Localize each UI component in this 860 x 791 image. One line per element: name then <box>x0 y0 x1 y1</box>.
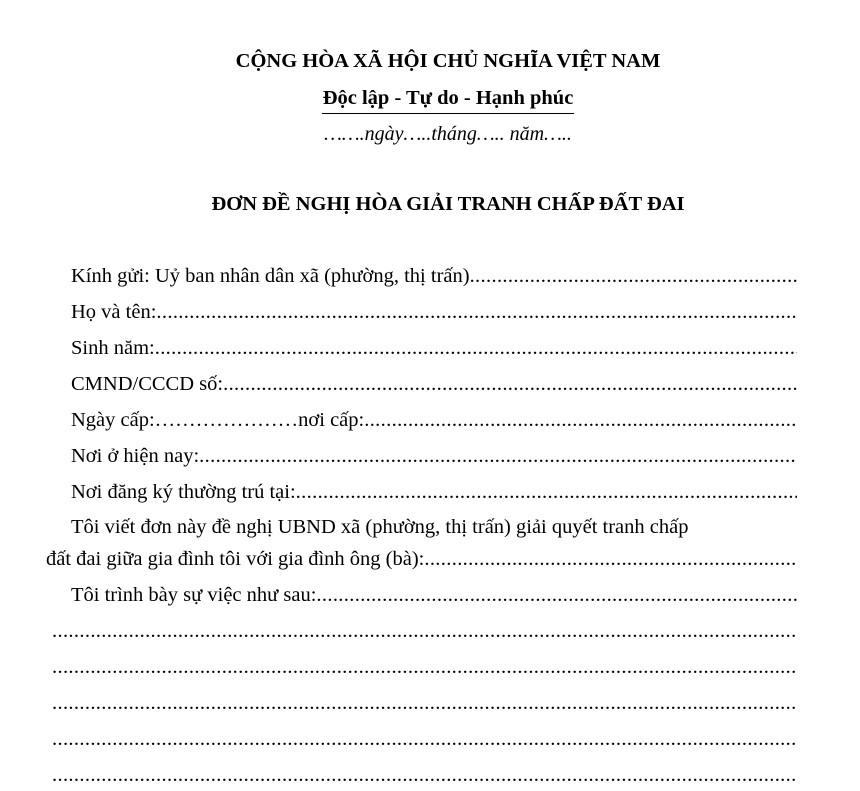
blank-line <box>52 692 797 715</box>
request-line-1 <box>71 516 797 539</box>
field-issue-date-place <box>71 409 797 432</box>
recipient-label: Kính gửi: Uỷ ban nhân dân xã (phường, thị trấn) <box>71 265 470 287</box>
recipient-input[interactable] <box>470 265 797 288</box>
blank-line-input[interactable] <box>52 692 797 715</box>
blank-line <box>52 728 797 751</box>
field-permanent-address <box>71 481 797 504</box>
birth-year-label: Sinh năm: <box>71 337 155 359</box>
blank-line <box>52 656 797 679</box>
field-current-address <box>71 445 797 468</box>
field-birth-year <box>71 337 797 360</box>
field-full-name <box>71 301 797 324</box>
opposing-party-input[interactable] <box>424 548 797 571</box>
statement-label: Tôi trình bày sự việc như sau: <box>71 584 317 606</box>
blank-line-input[interactable] <box>52 728 797 751</box>
motto <box>0 86 860 114</box>
full-name-input[interactable] <box>156 301 797 324</box>
issue-place-label: nơi cấp: <box>298 409 365 431</box>
request-text-1: Tôi viết đơn này đề nghị UBND xã (phường, thị trấn) giải quyết tranh chấp <box>71 516 689 538</box>
national-title: CỘNG HÒA XÃ HỘI CHỦ NGHĨA VIỆT NAM <box>235 50 661 72</box>
issue-date-input[interactable]: ………………… <box>154 409 299 431</box>
field-recipient <box>71 265 797 288</box>
blank-line-input[interactable] <box>52 764 797 787</box>
field-id-number <box>71 373 797 396</box>
current-address-label: Nơi ở hiện nay: <box>71 445 200 467</box>
id-number-input[interactable] <box>223 373 797 396</box>
id-number-label: CMND/CCCD số: <box>71 373 224 395</box>
issue-date-label: Ngày cấp: <box>71 409 155 431</box>
current-address-input[interactable] <box>199 445 797 468</box>
request-line-2 <box>46 548 797 571</box>
request-text-2: đất đai giữa gia đình tôi với gia đình ông (bà): <box>46 548 425 570</box>
document-title: ĐƠN ĐỀ NGHỊ HÒA GIẢI TRANH CHẤP ĐẤT ĐAI <box>211 193 685 215</box>
blank-line-input[interactable] <box>52 656 797 679</box>
blank-line-input[interactable] <box>52 620 797 643</box>
issue-place-input[interactable] <box>364 409 797 432</box>
date-line: …….ngày…..tháng….. năm….. <box>324 123 572 145</box>
blank-line <box>52 620 797 643</box>
permanent-address-label: Nơi đăng ký thường trú tại: <box>71 481 296 503</box>
full-name-label: Họ và tên: <box>71 301 157 323</box>
birth-year-input[interactable] <box>155 337 797 360</box>
motto-text: Độc lập - Tự do - Hạnh phúc <box>322 86 575 114</box>
permanent-address-input[interactable] <box>296 481 797 504</box>
statement-input[interactable] <box>316 584 797 607</box>
statement-line <box>71 584 797 607</box>
blank-line <box>52 764 797 787</box>
